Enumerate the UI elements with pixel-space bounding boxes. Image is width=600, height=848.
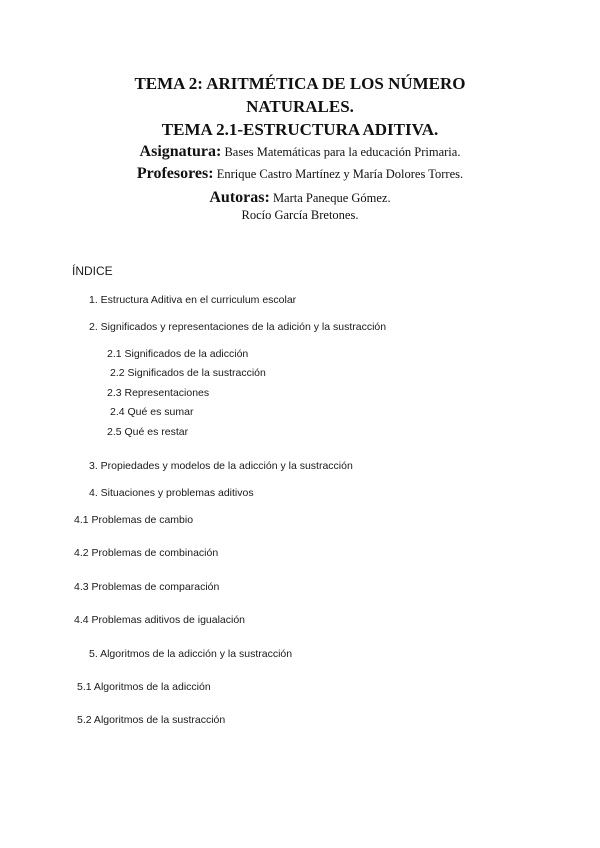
toc-subitem-2-5: 2.5 Qué es restar: [107, 426, 189, 438]
toc-item-5: 5. Algoritmos de la adicción y la sustracción: [89, 648, 293, 660]
subject-value: Bases Matemáticas para la educación Primaria.: [224, 145, 461, 159]
professors-value: Enrique Castro Martínez y María Dolores Torres.: [216, 167, 464, 181]
professors-line: [0, 163, 600, 185]
professors-label: Profesores:: [136, 165, 214, 182]
toc-subitem-2-1: 2.1 Significados de la adicción: [107, 348, 249, 360]
subject-label: Asignatura:: [139, 143, 222, 160]
toc-subitem-2-4: 2.4 Qué es sumar: [110, 406, 194, 418]
authors-label: Autoras:: [209, 189, 270, 206]
toc-subitem-5-1: 5.1 Algoritmos de la adicción: [77, 681, 211, 693]
toc-subitem-5-2: 5.2 Algoritmos de la sustracción: [77, 714, 226, 726]
title-line-1: TEMA 2: ARITMÉTICA DE LOS NÚMERO: [134, 74, 466, 93]
author-1: Marta Paneque Gómez.: [272, 191, 391, 205]
subject-line: [0, 141, 600, 163]
title-line-3: TEMA 2.1-ESTRUCTURA ADITIVA.: [161, 120, 439, 139]
author-2: Rocío García Bretones.: [241, 208, 359, 222]
toc-subitem-4-4: 4.4 Problemas aditivos de igualación: [74, 614, 246, 626]
toc-item-4: 4. Situaciones y problemas aditivos: [89, 487, 254, 499]
authors-block: [0, 189, 600, 223]
toc-item-1: 1. Estructura Aditiva en el curriculum escolar: [89, 294, 297, 306]
toc-item-2: 2. Significados y representaciones de la adición y la sustracción: [89, 321, 387, 333]
toc-subitem-2-3: 2.3 Representaciones: [107, 387, 210, 399]
toc-subitem-4-2: 4.2 Problemas de combinación: [74, 547, 219, 559]
index-heading: ÍNDICE: [72, 264, 113, 278]
toc-subitem-2-2: 2.2 Significados de la sustracción: [110, 367, 266, 379]
title-line-2: NATURALES.: [246, 97, 354, 116]
toc-subitem-4-1: 4.1 Problemas de cambio: [74, 514, 194, 526]
toc-item-3: 3. Propiedades y modelos de la adicción y la sustracción: [89, 460, 353, 472]
toc-subitem-4-3: 4.3 Problemas de comparación: [74, 581, 220, 593]
document-header: [0, 72, 600, 223]
